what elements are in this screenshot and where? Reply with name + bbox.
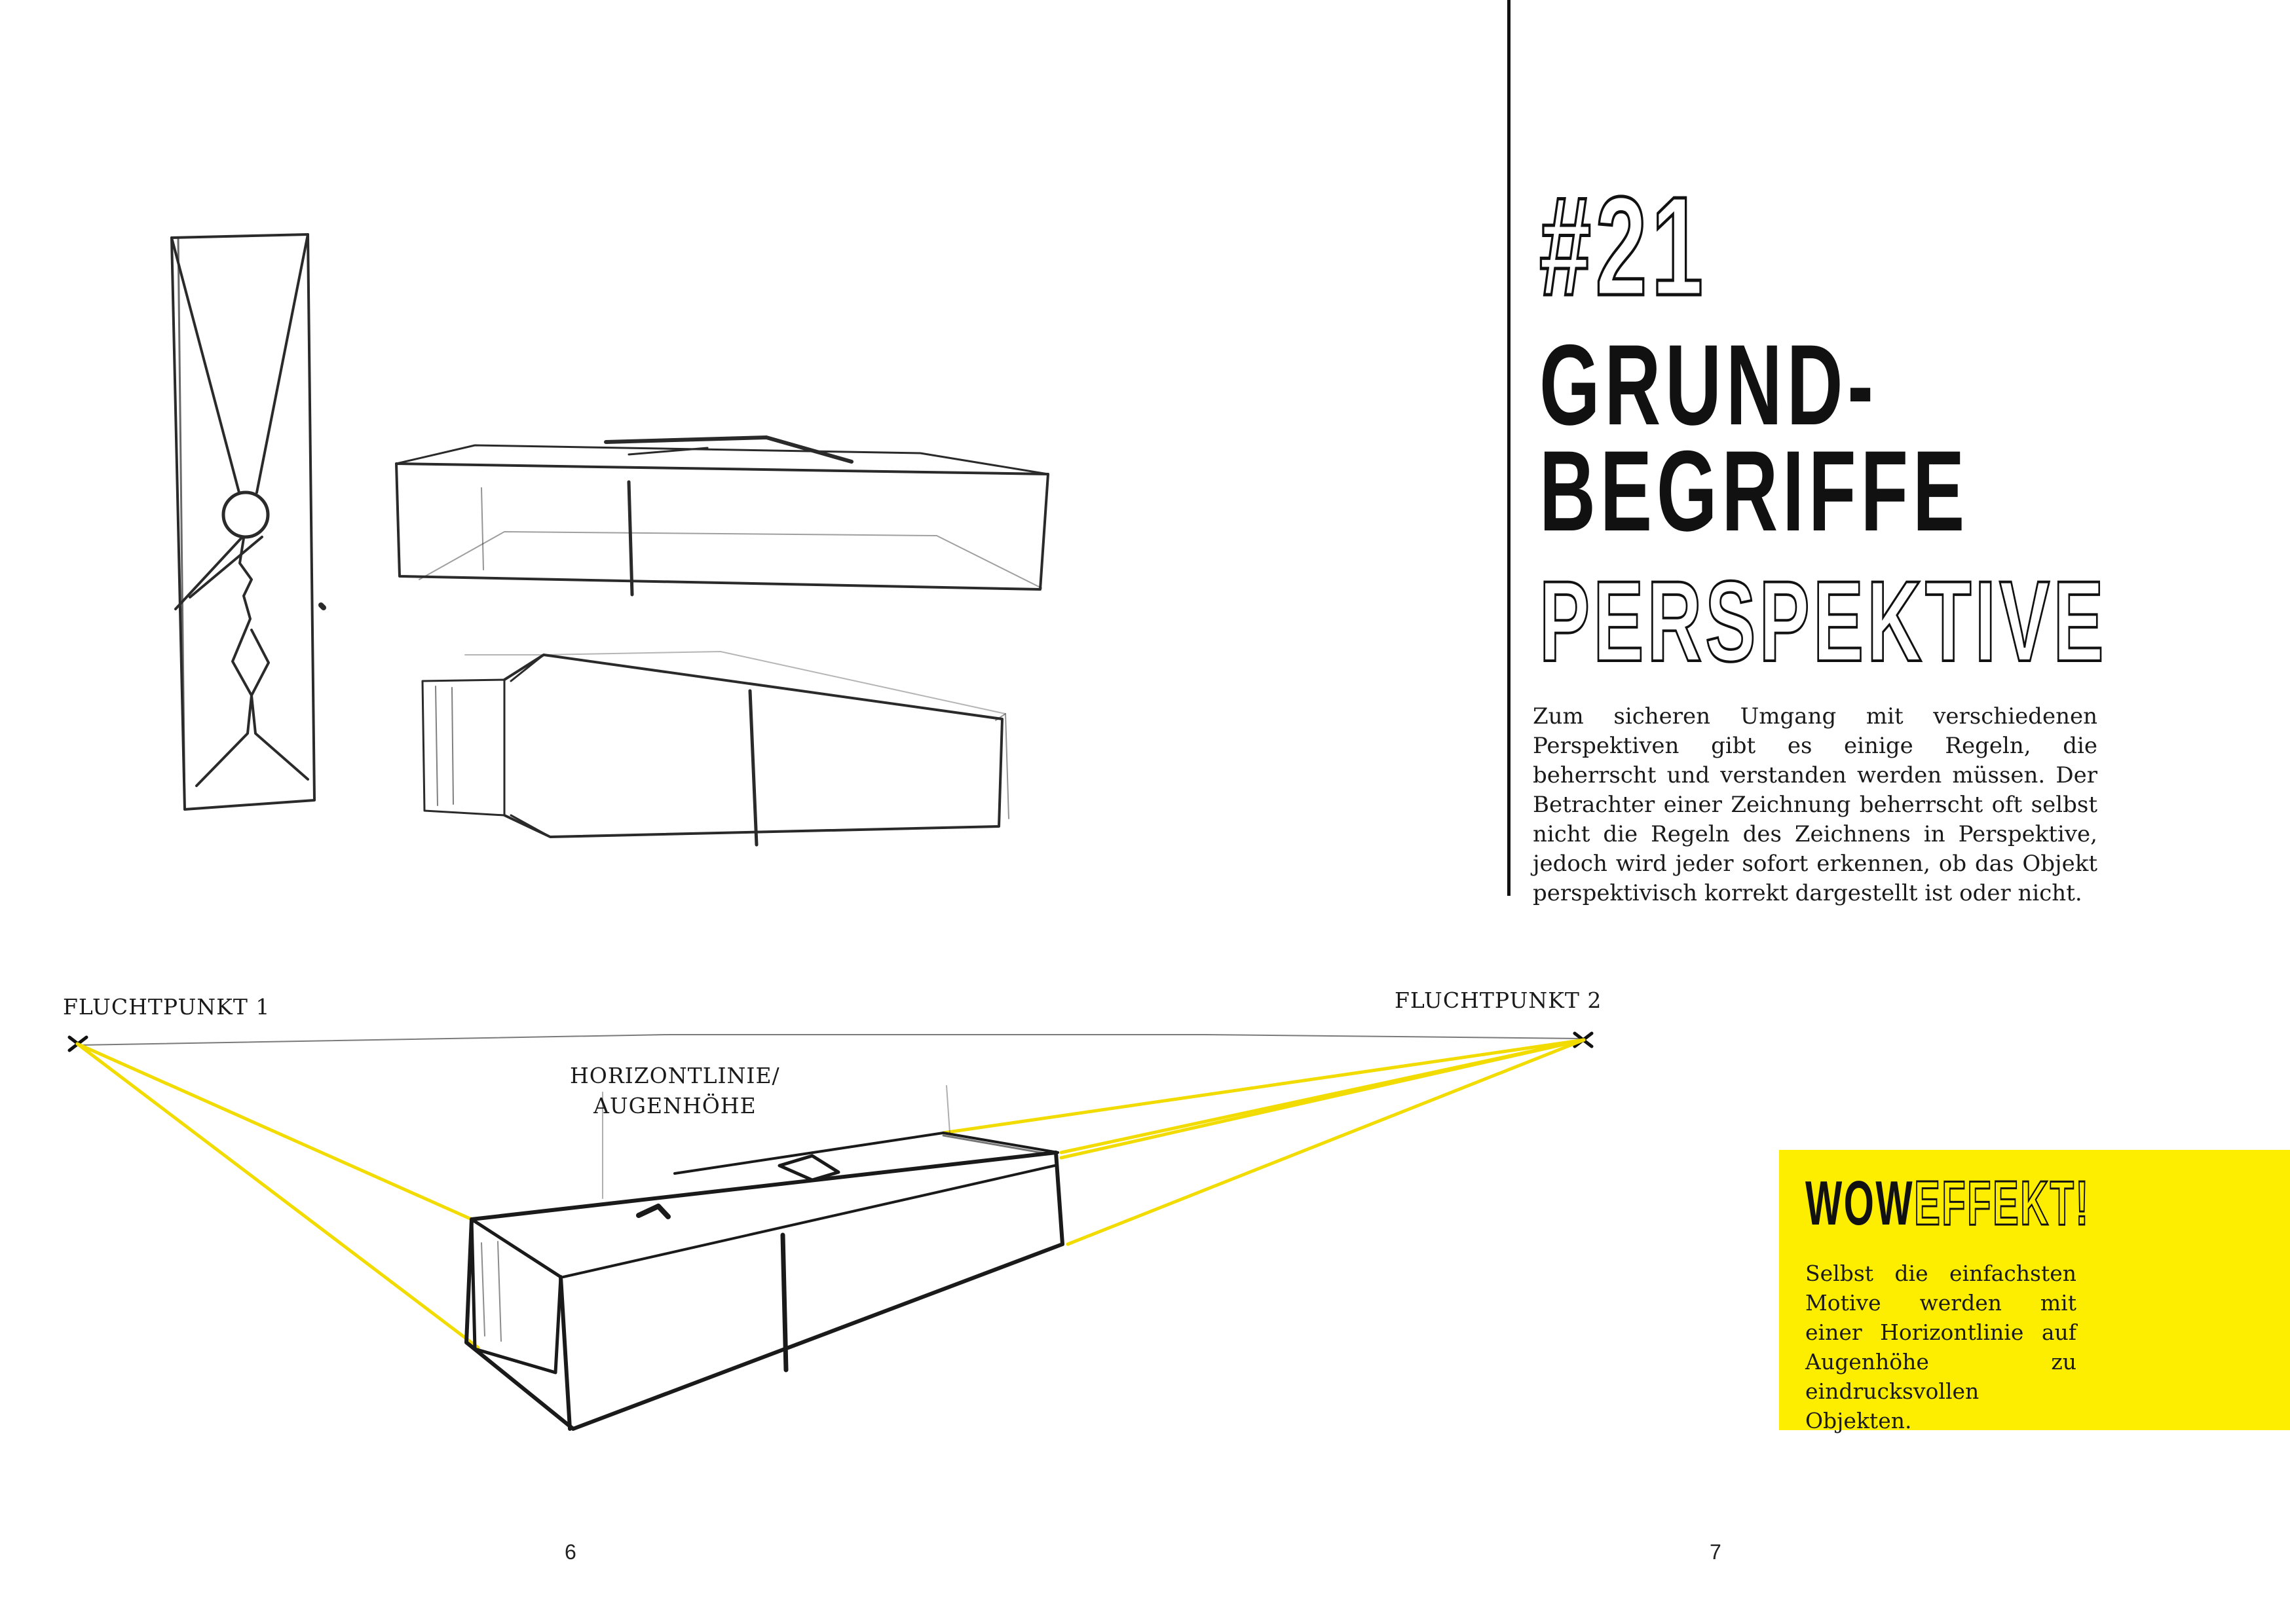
page-divider-line — [1507, 0, 1511, 896]
horizon-label-line-2: AUGENHÖHE — [593, 1093, 757, 1118]
intro-paragraph: Zum sicheren Umgang mit verschiedenen Perspektiven gibt es einige Regeln, die beherrscht und verstanden werden müssen. Der Betrachter einer Zeichnung beherrscht oft selbst nicht die Regeln des Zeichnens in Perspektive, jedoch wird jeder sofort erkennen, ob das Objekt perspektivisch korrekt dargestellt ist oder nicht. — [1533, 703, 2097, 906]
chapter-title — [1539, 322, 1970, 555]
vanishing-point-1-label: FLUCHTPUNKT 1 — [63, 994, 271, 1020]
vanishing-point-2-label: FLUCHTPUNKT 2 — [1395, 987, 1602, 1013]
horizon-line-label — [570, 1061, 780, 1121]
horizon-line — [79, 1035, 1585, 1045]
wow-effect-title — [1805, 1168, 2090, 1238]
clothespin-side-view-sketch — [396, 437, 1048, 595]
wow-title-bold: WOW — [1805, 1168, 1915, 1238]
horizon-label-line-1: HORIZONTLINIE/ — [570, 1063, 780, 1088]
clothespin-two-point-perspective-sketch — [466, 1086, 1062, 1429]
clothespin-perspective-sketch — [422, 652, 1009, 845]
wow-title-outline: EFFEKT! — [1914, 1168, 2090, 1238]
clothespin-top-view-sketch — [172, 234, 324, 809]
wow-effect-text: Selbst die einfachsten Motive werden mit einer Horizontlinie auf Augenhöhe zu eindrucksvollen Objekten. — [1805, 1261, 2076, 1433]
chapter-subtitle: PERSPEKTIVE — [1539, 558, 2107, 686]
chapter-title-line-1: GRUND- — [1539, 322, 1878, 449]
page-number-right: 7 — [1710, 1540, 1721, 1564]
chapter-title-line-2: BEGRIFFE — [1539, 428, 1970, 555]
perspective-guide-lines — [77, 1040, 1584, 1348]
page-number-left: 6 — [565, 1540, 576, 1564]
chapter-number: #21 — [1539, 167, 1708, 325]
